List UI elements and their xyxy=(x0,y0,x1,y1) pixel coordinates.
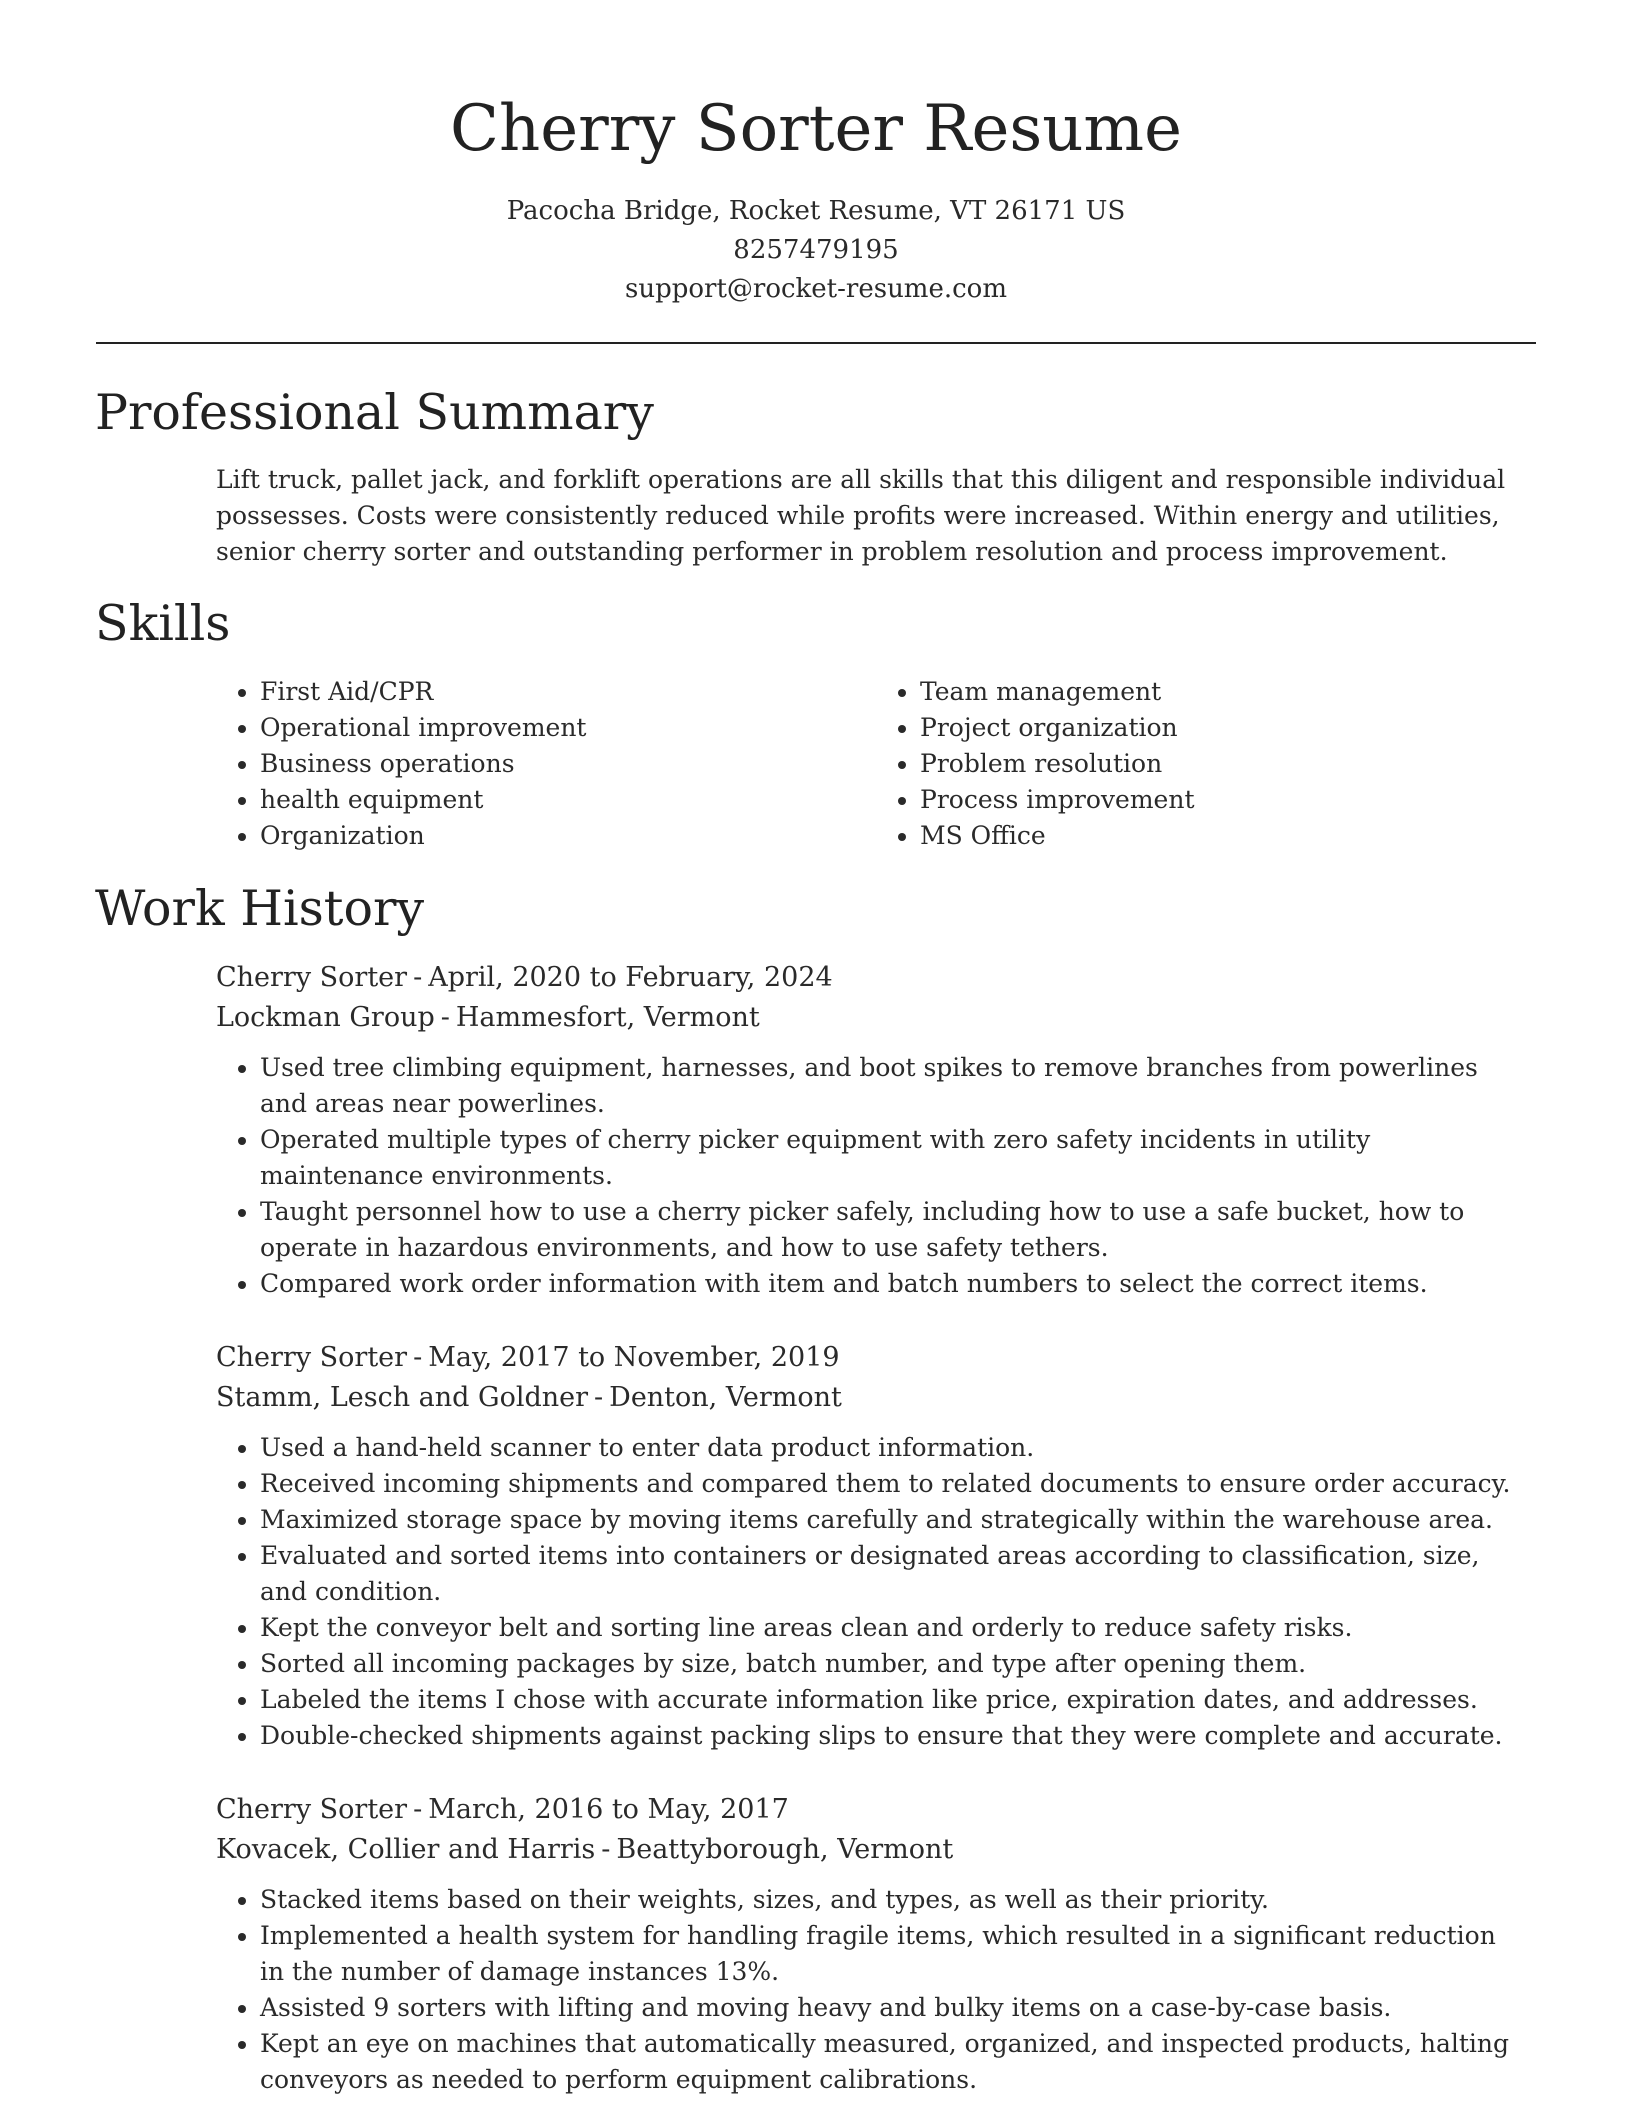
job-dates: May, 2017 to November, 2019 xyxy=(428,1342,840,1373)
job-location: Denton, Vermont xyxy=(609,1382,842,1413)
list-item: • Taught personnel how to use a cherry picker safely, including how to use a safe bucket, how to operate in hazardous environments, and how to use safety tethers. xyxy=(260,1194,1536,1266)
list-item: • Kept the conveyor belt and sorting line areas clean and orderly to reduce safety risks. xyxy=(260,1610,1536,1646)
skill-item: • MS Office xyxy=(920,818,1536,854)
job-bullets xyxy=(216,1430,1536,1754)
skill-item: • Business operations xyxy=(260,746,876,782)
job-dates: March, 2016 to May, 2017 xyxy=(428,1794,789,1825)
list-item: • Stacked items based on their weights, sizes, and types, as well as their priority. xyxy=(260,1882,1536,1918)
job-location: Hammesfort, Vermont xyxy=(455,1002,760,1033)
skill-item: • Problem resolution xyxy=(920,746,1536,782)
list-item: • Maximized storage space by moving items carefully and strategically within the warehouse area. xyxy=(260,1502,1536,1538)
skill-item: • Team management xyxy=(920,674,1536,710)
list-item: • Used a hand-held scanner to enter data product information. xyxy=(260,1430,1536,1466)
job-entry xyxy=(216,958,1536,1302)
job-company-line: Stamm, Lesch and Goldner - Denton, Vermont xyxy=(216,1382,842,1413)
job-company-line: Lockman Group - Hammesfort, Vermont xyxy=(216,1002,760,1033)
resume-title: Cherry Sorter Resume xyxy=(450,92,1182,166)
work-history-heading: Work History xyxy=(95,880,425,937)
skill-item: • Project organization xyxy=(920,710,1536,746)
contact-address: Pacocha Bridge, Rocket Resume, VT 26171 US xyxy=(506,196,1126,226)
list-item: • Assisted 9 sorters with lifting and moving heavy and bulky items on a case-by-case basis. xyxy=(260,1990,1536,2026)
list-item: • Used tree climbing equipment, harnesses, and boot spikes to remove branches from powerlines and areas near powerlines. xyxy=(260,1050,1536,1122)
job-company: Stamm, Lesch and Goldner xyxy=(216,1382,589,1413)
job-company: Kovacek, Collier and Harris xyxy=(216,1834,596,1865)
job-company: Lockman Group xyxy=(216,1002,435,1033)
job-location: Beattyborough, Vermont xyxy=(616,1834,954,1865)
skill-item: • Process improvement xyxy=(920,782,1536,818)
skill-item: • First Aid/CPR xyxy=(260,674,876,710)
job-title: Cherry Sorter xyxy=(216,1794,408,1825)
skills-list xyxy=(216,674,1536,854)
skills-column-right xyxy=(876,674,1536,854)
list-item: • Compared work order information with item and batch numbers to select the correct items. xyxy=(260,1266,1536,1302)
job-bullets xyxy=(216,1050,1536,1302)
skill-item: • health equipment xyxy=(260,782,876,818)
job-entry xyxy=(216,1338,1536,1754)
job-company-line: Kovacek, Collier and Harris - Beattyborough, Vermont xyxy=(216,1834,954,1865)
job-title-line: Cherry Sorter - April, 2020 to February, 2024 xyxy=(216,962,833,993)
job-title-line: Cherry Sorter - May, 2017 to November, 2019 xyxy=(216,1342,840,1373)
job-dates: April, 2020 to February, 2024 xyxy=(428,962,833,993)
summary-heading: Professional Summary xyxy=(95,384,654,441)
skill-item: • Organization xyxy=(260,818,876,854)
job-entry xyxy=(216,1790,1536,2098)
list-item: • Received incoming shipments and compared them to related documents to ensure order accuracy. xyxy=(260,1466,1536,1502)
list-item: • Evaluated and sorted items into containers or designated areas according to classification, size, and condition. xyxy=(260,1538,1536,1610)
contact-block xyxy=(0,192,1632,309)
job-title-line: Cherry Sorter - March, 2016 to May, 2017 xyxy=(216,1794,789,1825)
contact-phone: 8257479195 xyxy=(733,235,899,265)
summary-text: Lift truck, pallet jack, and forklift operations are all skills that this diligent and responsible individual possesses. Costs were consistently reduced while profits were increased. Within energy and utilities, senior cherry sorter and outstanding performer in problem resolution and process improvement. xyxy=(216,465,1506,566)
header-divider xyxy=(96,342,1536,344)
job-title: Cherry Sorter xyxy=(216,1342,408,1373)
list-item: • Sorted all incoming packages by size, batch number, and type after opening them. xyxy=(260,1646,1536,1682)
job-bullets xyxy=(216,1882,1536,2098)
list-item: • Kept an eye on machines that automatically measured, organized, and inspected products, halting conveyors as needed to perform equipment calibrations. xyxy=(260,2026,1536,2098)
contact-email: support@rocket-resume.com xyxy=(624,274,1007,304)
skills-heading: Skills xyxy=(95,595,231,652)
skill-item: • Operational improvement xyxy=(260,710,876,746)
list-item: • Labeled the items I chose with accurate information like price, expiration dates, and addresses. xyxy=(260,1682,1536,1718)
job-title: Cherry Sorter xyxy=(216,962,408,993)
list-item: • Double-checked shipments against packing slips to ensure that they were complete and accurate. xyxy=(260,1718,1536,1754)
list-item: • Implemented a health system for handling fragile items, which resulted in a significant reduction in the number of damage instances 13%. xyxy=(260,1918,1536,1990)
list-item: • Operated multiple types of cherry picker equipment with zero safety incidents in utility maintenance environments. xyxy=(260,1122,1536,1194)
skills-column-left xyxy=(216,674,876,854)
